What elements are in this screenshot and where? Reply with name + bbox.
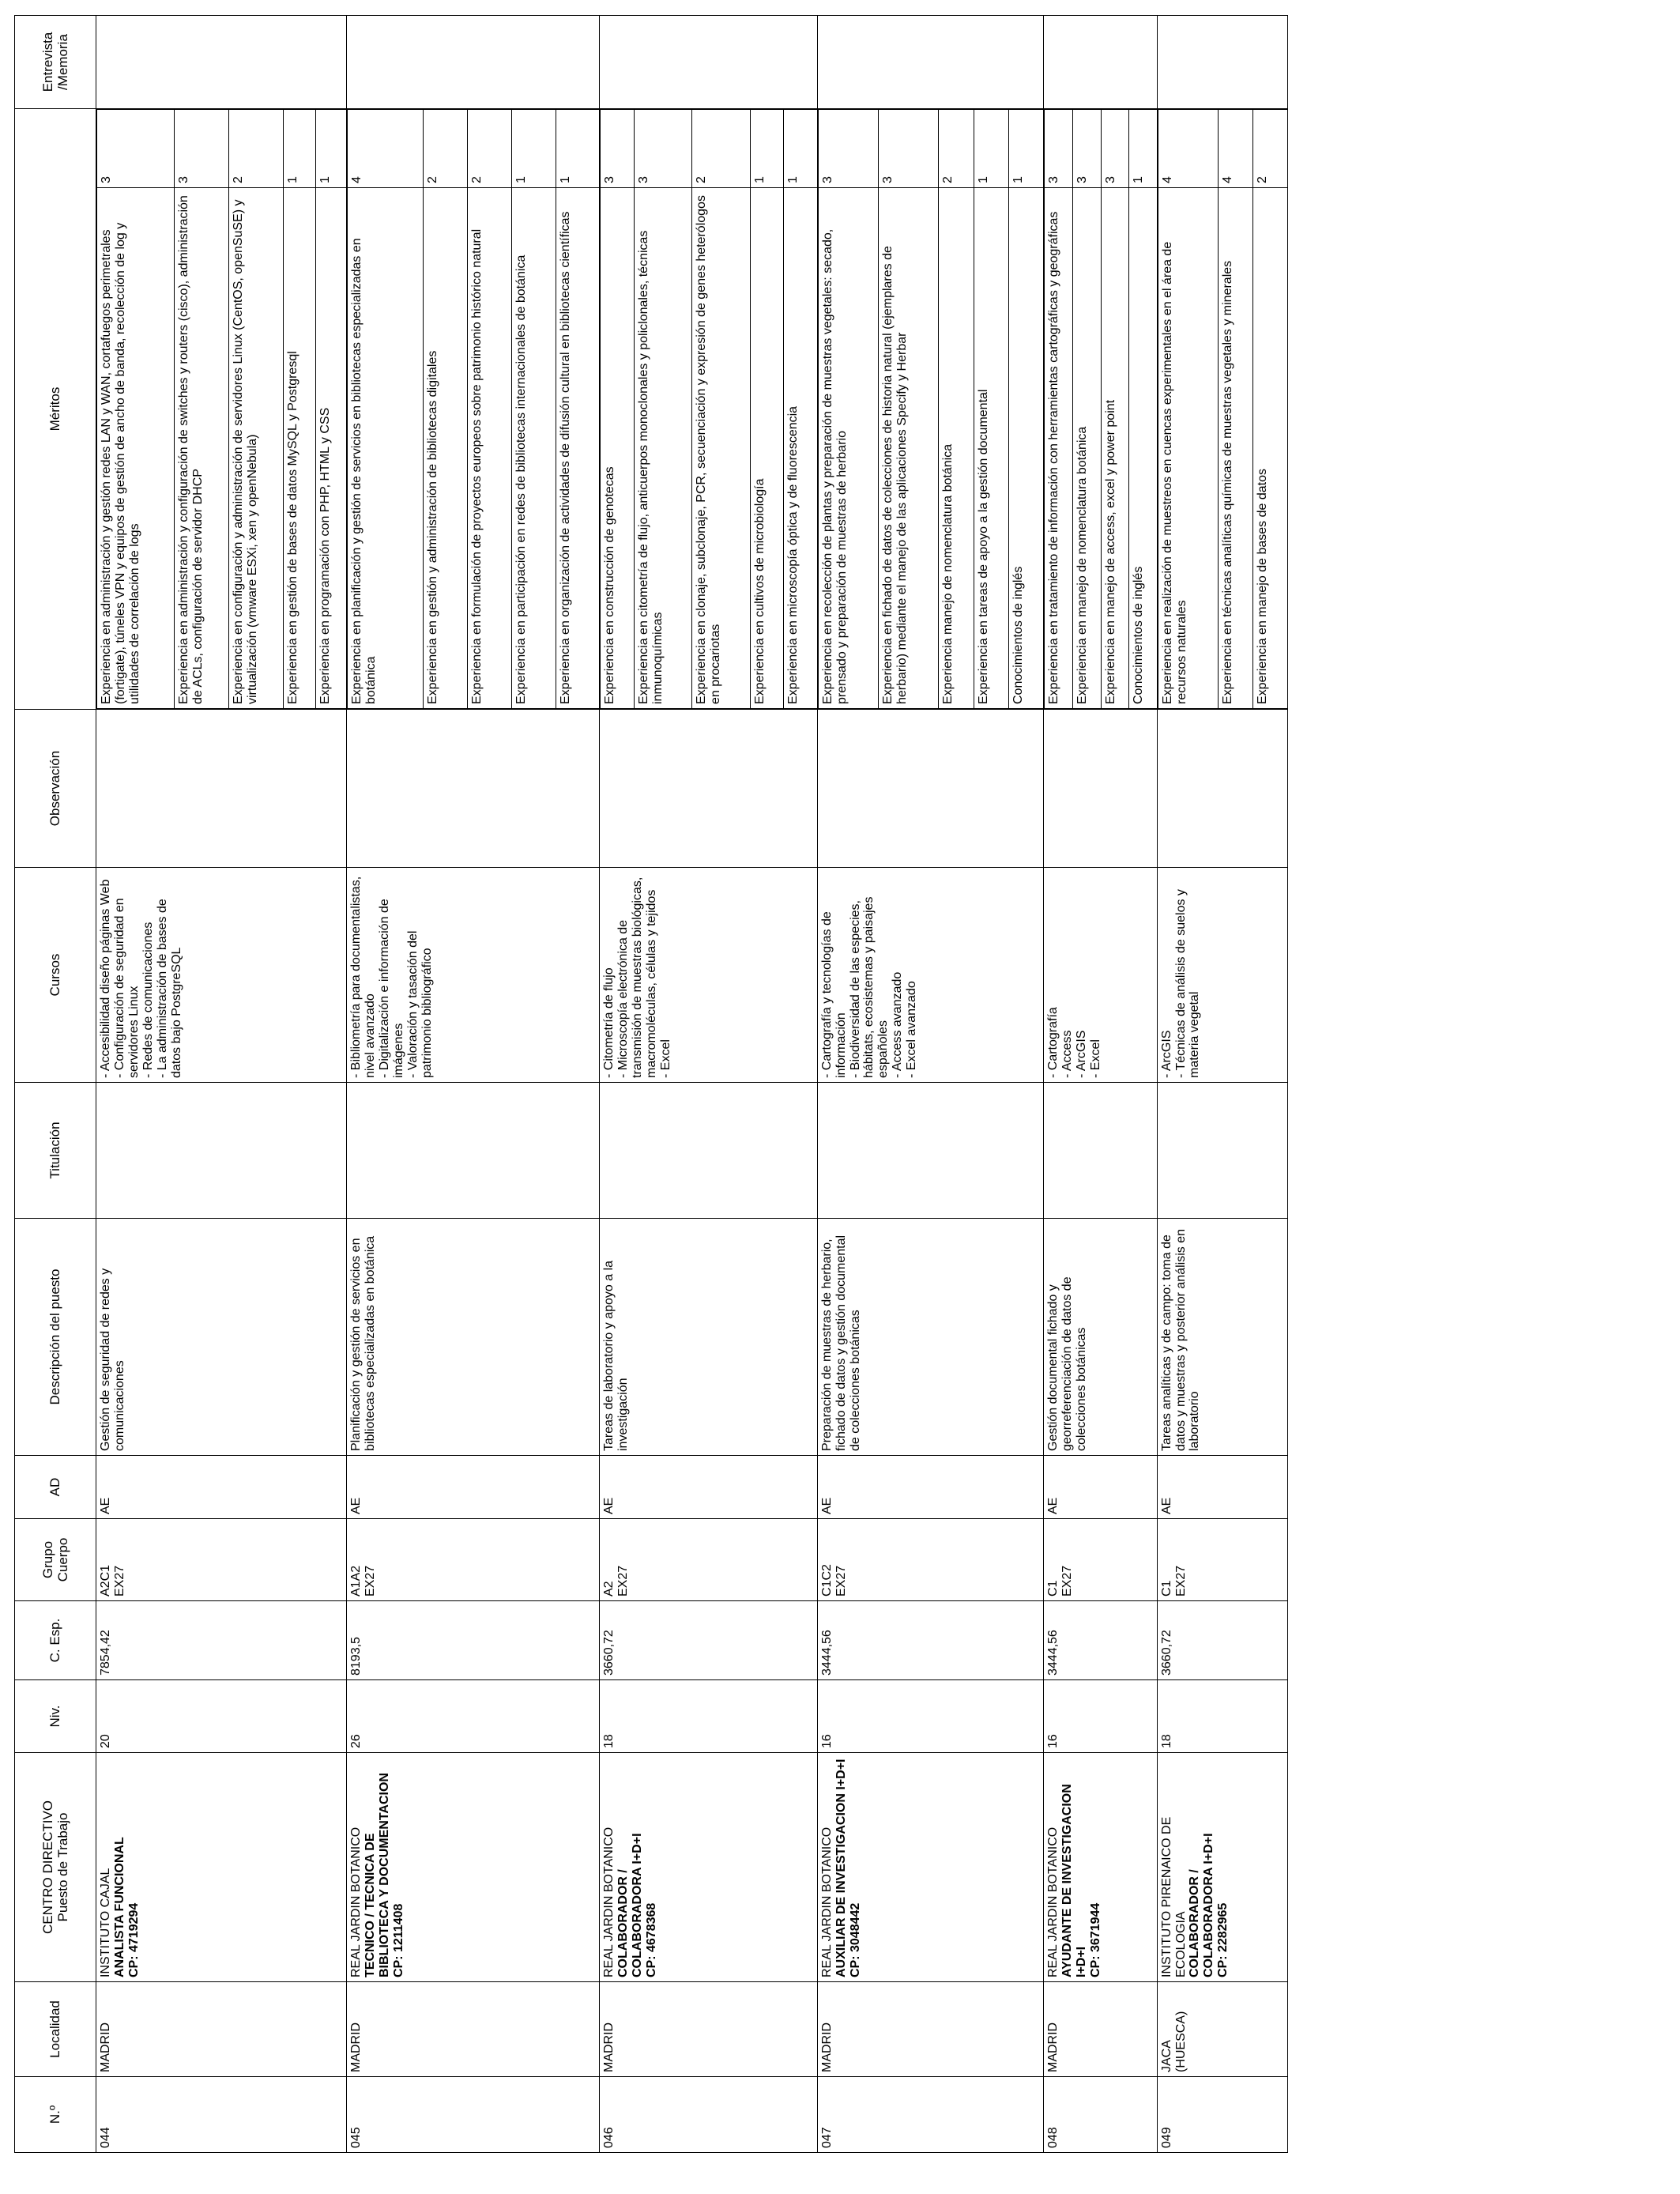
row-titulacion bbox=[1157, 1083, 1287, 1219]
codigo-puesto: CP: 1211408 bbox=[392, 1903, 406, 1977]
centro-directivo: REAL JARDIN BOTANICO bbox=[602, 1826, 616, 1977]
merito-item bbox=[1101, 110, 1129, 709]
row-number: 048 bbox=[1044, 2077, 1157, 2153]
merito-text: Experiencia en fichado de datos de colecciones de historia natural (ejemplares de herbario) mediante el manejo de las aplicaciones Specify y Herbar bbox=[879, 188, 939, 709]
row-complemento-especifico: 8193,5 bbox=[347, 1601, 600, 1680]
merito-text: Experiencia en planificación y gestión de servicios en bibliotecas especializadas en botánica bbox=[348, 188, 424, 709]
merito-points: 3 bbox=[818, 110, 878, 188]
row-grupo-cuerpo: A1A2 EX27 bbox=[347, 1519, 600, 1601]
vacancies-table bbox=[14, 15, 1288, 2153]
merito-item bbox=[1009, 110, 1044, 709]
merito-points: 3 bbox=[1072, 110, 1101, 188]
merito-item bbox=[974, 110, 1008, 709]
meritos-list bbox=[1044, 109, 1156, 709]
merito-text: Experiencia en formulación de proyectos europeos sobre patrimonio histórico natural bbox=[468, 188, 512, 709]
codigo-puesto: CP: 3671944 bbox=[1089, 1902, 1103, 1977]
merito-text: Experiencia en clonaje, subclonaje, PCR, secuenciación y expresión de genes heterólogos en procariotas bbox=[692, 188, 750, 709]
header-centro: CENTRO DIRECTIVO Puesto de Trabajo bbox=[15, 1753, 96, 1982]
row-localidad: MADRID bbox=[96, 1982, 347, 2077]
row-ad: AE bbox=[96, 1456, 347, 1519]
row-ad: AE bbox=[347, 1456, 600, 1519]
row-nivel: 16 bbox=[817, 1680, 1044, 1753]
merito-item bbox=[512, 110, 556, 709]
merito-text: Experiencia en gestión de bases de datos MySQL y Postgresql bbox=[284, 188, 315, 709]
row-observacion bbox=[347, 710, 600, 868]
row-meritos bbox=[347, 109, 600, 710]
table-row bbox=[347, 16, 600, 2153]
merito-points: 1 bbox=[556, 110, 599, 188]
merito-item bbox=[784, 110, 817, 709]
codigo-puesto: CP: 2282965 bbox=[1216, 1902, 1230, 1977]
row-descripcion: Planificación y gestión de servicios en bibliotecas especializadas en botánica bbox=[347, 1219, 600, 1456]
row-meritos bbox=[96, 109, 347, 710]
meritos-list bbox=[818, 109, 1044, 709]
meritos-list bbox=[347, 109, 599, 709]
merito-text: Experiencia en citometría de flujo, anticuerpos monoclonales y policlonales, técnicas inmunoquímicas bbox=[634, 188, 691, 709]
puesto-de-trabajo: AUXILIAR DE INVESTIGACION I+D+I bbox=[834, 1759, 848, 1977]
row-centro bbox=[600, 1753, 818, 1982]
merito-points: 2 bbox=[424, 110, 468, 188]
row-grupo-cuerpo: A2C1 EX27 bbox=[96, 1519, 347, 1601]
row-number: 045 bbox=[347, 2077, 600, 2153]
row-grupo-cuerpo: C1 EX27 bbox=[1157, 1519, 1287, 1601]
row-entrevista bbox=[96, 16, 347, 109]
merito-text: Experiencia en administración y gestión redes LAN y WAN, cortafuegos perimetrales (fortigate), túneles VPN y equipos de gestión de ancho de banda, recolección de log y utilidades de correlación de logs bbox=[97, 188, 175, 709]
merito-item bbox=[1072, 110, 1101, 709]
merito-text: Experiencia en tratamiento de información con herramientas cartográficas y geográficas bbox=[1045, 188, 1073, 709]
merito-points: 2 bbox=[468, 110, 512, 188]
row-grupo-cuerpo: A2 EX27 bbox=[600, 1519, 818, 1601]
merito-item bbox=[97, 110, 175, 709]
merito-text: Experiencia en manejo de access, excel y power point bbox=[1101, 188, 1129, 709]
merito-item bbox=[692, 110, 750, 709]
header-ad: AD bbox=[15, 1456, 96, 1519]
merito-text: Experiencia en realización de muestreos en cuencas experimentales en el área de recursos naturales bbox=[1158, 188, 1218, 709]
merito-text: Experiencia en técnicas analíticas químicas de muestras vegetales y minerales bbox=[1218, 188, 1252, 709]
row-meritos bbox=[600, 109, 818, 710]
row-observacion bbox=[817, 710, 1044, 868]
row-titulacion bbox=[347, 1083, 600, 1219]
row-entrevista bbox=[817, 16, 1044, 109]
merito-item bbox=[1129, 110, 1157, 709]
merito-points: 1 bbox=[1129, 110, 1157, 188]
row-cursos: - Citometría de flujo - Microscopía electrónica de transmisión de muestras biológicas, macromoléculas, células y tejidos - Excel bbox=[600, 868, 818, 1083]
merito-text: Experiencia en administración y configuración de switches y routers (cisco), administración de ACLs, configuración de servidor DHCP bbox=[175, 188, 229, 709]
table-body bbox=[96, 16, 1288, 2153]
row-nivel: 18 bbox=[600, 1680, 818, 1753]
merito-points: 2 bbox=[692, 110, 750, 188]
row-ad: AE bbox=[1157, 1456, 1287, 1519]
merito-text: Experiencia en programación con PHP, HTML y CSS bbox=[315, 188, 346, 709]
row-grupo-cuerpo: C1C2 EX27 bbox=[817, 1519, 1044, 1601]
codigo-puesto: CP: 3048442 bbox=[848, 1902, 862, 1977]
puesto-de-trabajo: COLABORADOR / COLABORADORA I+D+I bbox=[616, 1833, 644, 1977]
puesto-de-trabajo: COLABORADOR / COLABORADORA I+D+I bbox=[1188, 1833, 1216, 1977]
row-cursos: - Bibliometría para documentalistas, nivel avanzado - Digitalización e información de imágenes - Valoración y tasación del patrimonio bibliográfico bbox=[347, 868, 600, 1083]
row-ad: AE bbox=[1044, 1456, 1157, 1519]
row-nivel: 18 bbox=[1157, 1680, 1287, 1753]
merito-points: 1 bbox=[784, 110, 817, 188]
merito-points: 1 bbox=[974, 110, 1008, 188]
merito-item bbox=[1218, 110, 1252, 709]
table-row bbox=[1044, 16, 1157, 2153]
merito-item bbox=[315, 110, 346, 709]
puesto-de-trabajo: ANALISTA FUNCIONAL bbox=[112, 1837, 126, 1977]
header-niv: Niv. bbox=[15, 1680, 96, 1753]
merito-points: 4 bbox=[348, 110, 424, 188]
merito-item bbox=[348, 110, 424, 709]
row-localidad: MADRID bbox=[1044, 1982, 1157, 2077]
row-observacion bbox=[600, 710, 818, 868]
row-cursos: - Cartografía - Access - ArcGIS - Excel bbox=[1044, 868, 1157, 1083]
merito-text: Experiencia en microscopía óptica y de fluorescencia bbox=[784, 188, 817, 709]
merito-points: 3 bbox=[175, 110, 229, 188]
merito-points: 4 bbox=[1158, 110, 1218, 188]
centro-directivo: REAL JARDIN BOTANICO bbox=[349, 1826, 363, 1977]
merito-item bbox=[601, 110, 635, 709]
meritos-list bbox=[96, 109, 346, 709]
row-nivel: 20 bbox=[96, 1680, 347, 1753]
row-titulacion bbox=[1044, 1083, 1157, 1219]
row-centro bbox=[817, 1753, 1044, 1982]
row-cursos: - Cartografía y tecnologías de información - Biodiversidad de las especies, hábitats, ecosistemas y paisajes españoles - Access avanzado - Excel avanzado bbox=[817, 868, 1044, 1083]
merito-points: 1 bbox=[1009, 110, 1044, 188]
merito-item bbox=[468, 110, 512, 709]
row-number: 046 bbox=[600, 2077, 818, 2153]
merito-text: Experiencia en manejo de nomenclatura botánica bbox=[1072, 188, 1101, 709]
merito-text: Conocimientos de inglés bbox=[1009, 188, 1044, 709]
centro-directivo: INSTITUTO CAJAL bbox=[99, 1868, 112, 1977]
row-observacion bbox=[1157, 710, 1287, 868]
merito-text: Conocimientos de inglés bbox=[1129, 188, 1157, 709]
table-row bbox=[817, 16, 1044, 2153]
puesto-de-trabajo: TECNICO / TECNICA DE BIBLIOTECA Y DOCUMENTACION bbox=[363, 1773, 392, 1977]
header-grupo: Grupo Cuerpo bbox=[15, 1519, 96, 1601]
row-centro bbox=[1157, 1753, 1287, 1982]
row-number: 047 bbox=[817, 2077, 1044, 2153]
merito-points: 3 bbox=[634, 110, 691, 188]
table-row bbox=[1157, 16, 1287, 2153]
merito-points: 1 bbox=[750, 110, 784, 188]
centro-directivo: REAL JARDIN BOTANICO bbox=[819, 1826, 834, 1977]
header-descripcion: Descripción del puesto bbox=[15, 1219, 96, 1456]
header-meritos: Méritos bbox=[15, 109, 96, 710]
row-localidad: MADRID bbox=[600, 1982, 818, 2077]
row-localidad: JACA (HUESCA) bbox=[1157, 1982, 1287, 2077]
merito-text: Experiencia en participación en redes de bibliotecas internacionales de botánica bbox=[512, 188, 556, 709]
row-descripcion: Preparación de muestras de herbario, fichado de datos y gestión documental de colecciones botánicas bbox=[817, 1219, 1044, 1456]
row-nivel: 26 bbox=[347, 1680, 600, 1753]
merito-points: 1 bbox=[512, 110, 556, 188]
row-meritos bbox=[817, 109, 1044, 710]
codigo-puesto: CP: 4678368 bbox=[644, 1902, 658, 1977]
row-cursos: - ArcGIS - Técnicas de análisis de suelos y materia vegetal bbox=[1157, 868, 1287, 1083]
row-complemento-especifico: 3444,56 bbox=[1044, 1601, 1157, 1680]
row-titulacion bbox=[817, 1083, 1044, 1219]
row-entrevista bbox=[347, 16, 600, 109]
merito-item bbox=[556, 110, 599, 709]
header-cesp: C. Esp. bbox=[15, 1601, 96, 1680]
row-entrevista bbox=[1044, 16, 1157, 109]
header-cursos: Cursos bbox=[15, 868, 96, 1083]
merito-points: 3 bbox=[1101, 110, 1129, 188]
codigo-puesto: CP: 4719294 bbox=[126, 1902, 141, 1977]
header-titulacion: Titulación bbox=[15, 1083, 96, 1219]
merito-item bbox=[750, 110, 784, 709]
merito-text: Experiencia en construcción de genotecas bbox=[601, 188, 635, 709]
merito-points: 3 bbox=[601, 110, 635, 188]
merito-points: 3 bbox=[97, 110, 175, 188]
header-localidad: Localidad bbox=[15, 1982, 96, 2077]
row-localidad: MADRID bbox=[347, 1982, 600, 2077]
centro-directivo: REAL JARDIN BOTANICO bbox=[1046, 1826, 1060, 1977]
merito-points: 2 bbox=[1253, 110, 1287, 188]
row-entrevista bbox=[600, 16, 818, 109]
row-complemento-especifico: 3660,72 bbox=[1157, 1601, 1287, 1680]
merito-item bbox=[284, 110, 315, 709]
merito-text: Experiencia en manejo de bases de datos bbox=[1253, 188, 1287, 709]
row-number: 049 bbox=[1157, 2077, 1287, 2153]
header-entrevista: Entrevista /Memoria bbox=[15, 16, 96, 109]
merito-text: Experiencia en organización de actividades de difusión cultural en bibliotecas científicas bbox=[556, 188, 599, 709]
row-complemento-especifico: 3660,72 bbox=[600, 1601, 818, 1680]
puesto-de-trabajo: AYUDANTE DE INVESTIGACION I+D+I bbox=[1060, 1784, 1089, 1977]
merito-points: 1 bbox=[284, 110, 315, 188]
header-observacion: Observación bbox=[15, 710, 96, 868]
merito-item bbox=[818, 110, 878, 709]
merito-item bbox=[1045, 110, 1073, 709]
row-complemento-especifico: 7854,42 bbox=[96, 1601, 347, 1680]
header-row bbox=[15, 16, 96, 2153]
row-localidad: MADRID bbox=[817, 1982, 1044, 2077]
table-row bbox=[600, 16, 818, 2153]
row-observacion bbox=[96, 710, 347, 868]
merito-item bbox=[229, 110, 284, 709]
merito-item bbox=[175, 110, 229, 709]
header-num: N.º bbox=[15, 2077, 96, 2153]
row-ad: AE bbox=[817, 1456, 1044, 1519]
row-entrevista bbox=[1157, 16, 1287, 109]
row-cursos: - Accesibilidad diseño páginas Web - Configuración de seguridad en servidores Linux - Redes de comunicaciones - La administración de bases de datos bajo PostgreSQL bbox=[96, 868, 347, 1083]
merito-text: Experiencia en configuración y administración de servidores Linux (CentOS, openSuSE) y virtualización (vmware ESXi, xen y openNebula) bbox=[229, 188, 284, 709]
row-nivel: 16 bbox=[1044, 1680, 1157, 1753]
table-row bbox=[96, 16, 347, 2153]
merito-points: 2 bbox=[939, 110, 974, 188]
row-centro bbox=[347, 1753, 600, 1982]
centro-directivo: INSTITUTO PIRENAICO DE ECOLOGIA bbox=[1159, 1816, 1188, 1977]
merito-text: Experiencia manejo de nomenclatura botánica bbox=[939, 188, 974, 709]
row-descripcion: Gestión de seguridad de redes y comunicaciones bbox=[96, 1219, 347, 1456]
row-meritos bbox=[1157, 109, 1287, 710]
merito-text: Experiencia en gestión y administración de bibliotecas digitales bbox=[424, 188, 468, 709]
merito-text: Experiencia en tareas de apoyo a la gestión documental bbox=[974, 188, 1008, 709]
row-titulacion bbox=[96, 1083, 347, 1219]
row-descripcion: Tareas de laboratorio y apoyo a la investigación bbox=[600, 1219, 818, 1456]
merito-points: 1 bbox=[315, 110, 346, 188]
merito-points: 2 bbox=[229, 110, 284, 188]
merito-item bbox=[1253, 110, 1287, 709]
row-meritos bbox=[1044, 109, 1157, 710]
row-descripcion: Gestión documental fichado y georreferenciación de datos de colecciones botánicas bbox=[1044, 1219, 1157, 1456]
merito-text: Experiencia en recolección de plantas y preparación de muestras vegetales: secado, prensado y preparación de muestras de herbario bbox=[818, 188, 878, 709]
merito-points: 3 bbox=[1045, 110, 1073, 188]
row-grupo-cuerpo: C1 EX27 bbox=[1044, 1519, 1157, 1601]
meritos-list bbox=[1158, 109, 1287, 709]
merito-points: 4 bbox=[1218, 110, 1252, 188]
merito-text: Experiencia en cultivos de microbiología bbox=[750, 188, 784, 709]
merito-item bbox=[939, 110, 974, 709]
row-observacion bbox=[1044, 710, 1157, 868]
merito-item bbox=[424, 110, 468, 709]
row-complemento-especifico: 3444,56 bbox=[817, 1601, 1044, 1680]
row-titulacion bbox=[600, 1083, 818, 1219]
row-ad: AE bbox=[600, 1456, 818, 1519]
merito-item bbox=[634, 110, 691, 709]
merito-item bbox=[879, 110, 939, 709]
meritos-list bbox=[600, 109, 817, 709]
row-descripcion: Tareas analíticas y de campo: toma de datos y muestras y posterior análisis en laboratorio bbox=[1157, 1219, 1287, 1456]
row-centro bbox=[1044, 1753, 1157, 1982]
row-centro bbox=[96, 1753, 347, 1982]
merito-points: 3 bbox=[879, 110, 939, 188]
row-number: 044 bbox=[96, 2077, 347, 2153]
merito-item bbox=[1158, 110, 1218, 709]
